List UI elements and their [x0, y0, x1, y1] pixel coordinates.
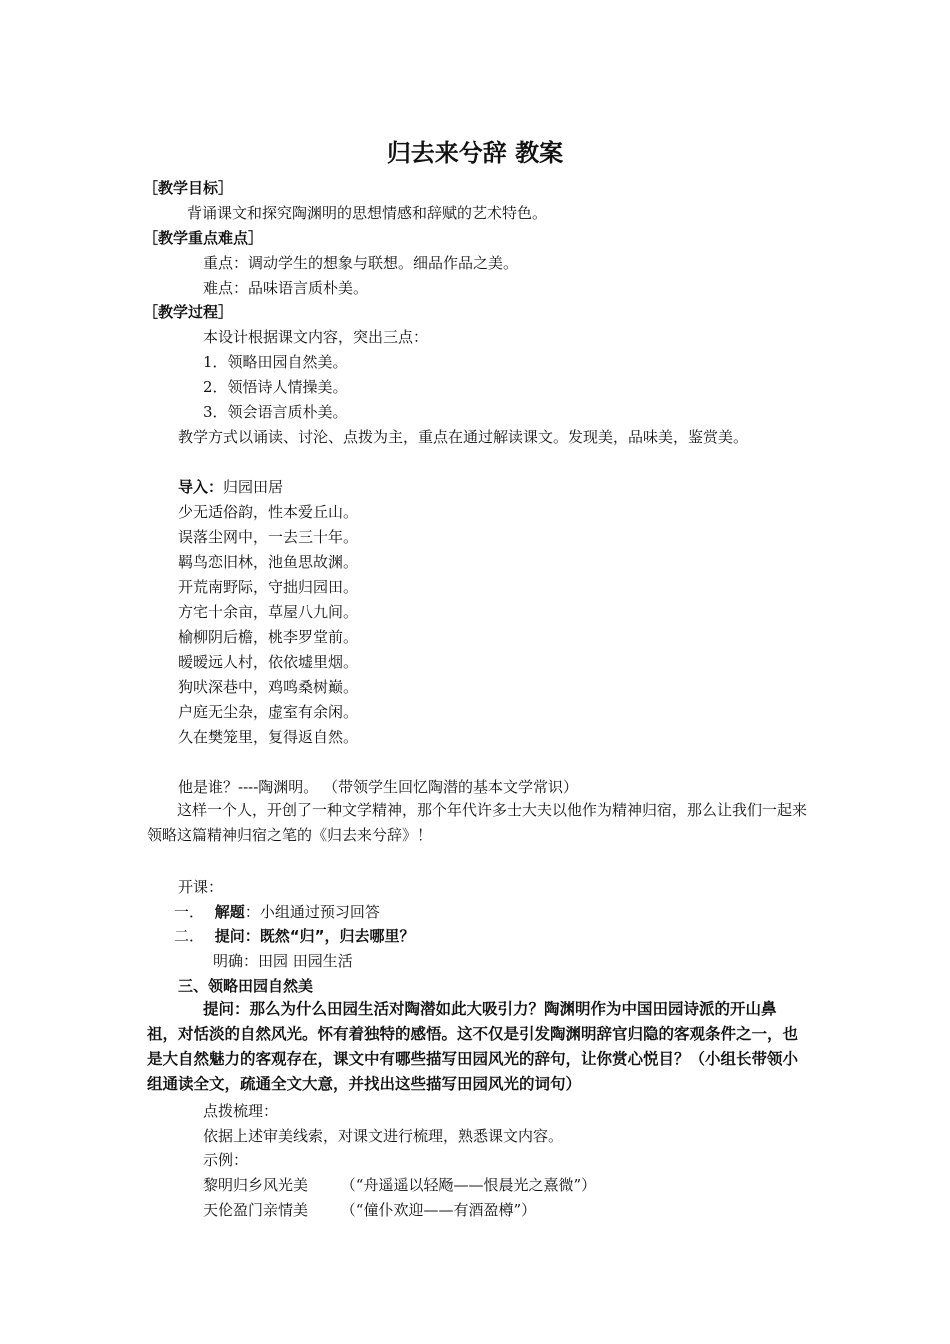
- process-intro: 本设计根据课文内容，突出三点：: [203, 328, 429, 346]
- example-1-quote: （“舟遥遥以轻飏——恨晨光之熹微”）: [340, 1176, 597, 1194]
- lead-in-text: 归园田居: [223, 478, 284, 496]
- poem-line: 久在樊笼里，复得返自然。: [178, 728, 359, 746]
- who-line: 他是谁？----陶渊明。 （带领学生回忆陶潜的基本文学常识）: [178, 778, 579, 796]
- section-2-text: 提问：既然“归”，归去哪里？: [214, 927, 415, 945]
- example-2-label: 天伦盈门亲情美: [203, 1201, 309, 1219]
- poem-line: 开荒南野际，守拙归园田。: [178, 578, 359, 596]
- process-point-2: 2．领悟诗人情操美。: [203, 378, 348, 396]
- example-1-label: 黎明归乡风光美: [203, 1176, 309, 1194]
- example-2: [203, 1200, 536, 1220]
- example-label: 示例：: [203, 1151, 249, 1169]
- key-focus: 重点：调动学生的想象与联想。细品作品之美。: [203, 254, 519, 272]
- process-point-1: 1．领略田园自然美。: [203, 353, 348, 371]
- section-1-bold: 解题: [214, 903, 245, 921]
- lead-in-label: 导入：: [178, 478, 224, 496]
- process-point-3: 3．领会语言质朴美。: [203, 403, 348, 421]
- poem-line: 狗吠深巷中，鸡鸣桑树巅。: [178, 678, 359, 696]
- poem-line: 少无适俗韵，性本爱丘山。: [178, 503, 359, 521]
- poem-line: 户庭无尘杂，虚室有余闲。: [178, 703, 359, 721]
- example-2-quote: （“僮仆欢迎——有酒盈樽”）: [340, 1201, 537, 1219]
- process-heading: ［教学过程］: [143, 303, 234, 321]
- poem-line: 羁鸟恋旧林，池鱼思故渊。: [178, 553, 359, 571]
- guide-label: 点拨梳理：: [203, 1102, 279, 1120]
- key-difficulty: 难点：品味语言质朴美。: [203, 279, 369, 297]
- poem-line: 方宅十余亩，草屋八九间。: [178, 603, 359, 621]
- section-1: [174, 902, 380, 922]
- section-1-rest: ：小组通过预习回答: [244, 903, 380, 921]
- example-1: [203, 1175, 596, 1195]
- spirit-paragraph: 这样一个人，开创了一种文学精神，那个年代许多士大夫以他作为精神归宿，那么让我们一起来领略这篇精神归宿之笔的《归去来兮辞》！: [147, 801, 808, 844]
- section-1-number: 一．: [174, 903, 205, 921]
- section-2-answer: 明确：田园 田园生活: [213, 952, 353, 970]
- section-2: [174, 926, 415, 946]
- process-method: 教学方式以诵读、讨沦、点拨为主，重点在通过解读课文。发现美，品味美，鉴赏美。: [178, 428, 749, 446]
- guide-text: 依据上述审美线索，对课文进行梳理，熟悉课文内容。: [203, 1127, 564, 1145]
- class-start: 开课：: [178, 878, 224, 896]
- key-heading: ［教学重点难点］: [143, 229, 264, 247]
- lead-in: [178, 477, 283, 497]
- page-title: 归去来兮辞 教案: [386, 139, 564, 167]
- goal-text: 背诵课文和探究陶渊明的思想情感和辞赋的艺术特色。: [187, 204, 548, 222]
- goal-heading: ［教学目标］: [143, 179, 234, 197]
- poem-line: 榆柳阴后檐，桃李罗堂前。: [178, 628, 359, 646]
- poem-line: 暧暧远人村，依依墟里烟。: [178, 653, 359, 671]
- section-3-question: 提问：那么为什么田园生活对陶潜如此大吸引力？陶渊明作为中国田园诗派的开山鼻祖，对恬淡的自然风光。怀有着独特的感悟。这不仅是引发陶渊明辞官归隐的客观条件之一，也是大自然魅力的客观存在，课文中有哪些描写田园风光的辞句，让你赏心悦目？（小组长带领小组通读全文，疏通全文大意，并找出这些描写田园风光的词句）: [147, 1000, 799, 1093]
- section-3-heading: 三、领略田园自然美: [178, 977, 314, 995]
- poem-line: 误落尘网中，一去三十年。: [178, 528, 359, 546]
- section-2-number: 二．: [174, 927, 205, 945]
